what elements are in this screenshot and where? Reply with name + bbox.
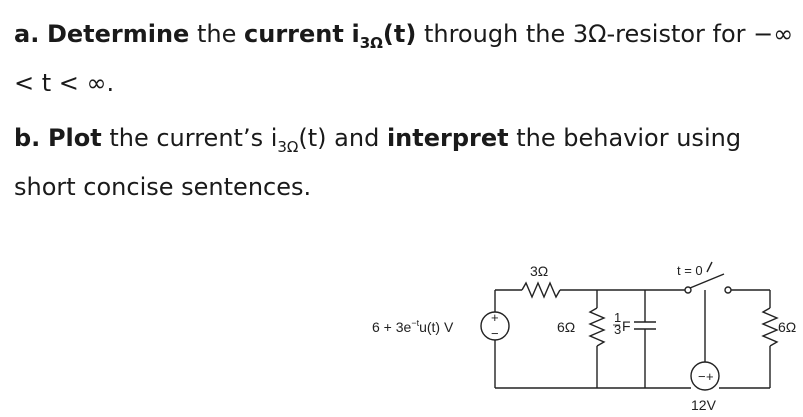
- qb-subscript: 3Ω: [277, 138, 299, 156]
- label-6ohm-a: 6Ω: [557, 319, 576, 335]
- label-switch: t = 0: [677, 263, 703, 278]
- qa-subscript: 3Ω: [359, 34, 383, 52]
- qa-t-arg: (t): [382, 20, 417, 48]
- qb-interpret: interpret: [386, 124, 509, 152]
- qa-text-1: the: [189, 20, 244, 48]
- label-source-exp: −t: [411, 318, 420, 328]
- label-6ohm-b: 6Ω: [778, 319, 797, 335]
- question-b: [14, 118, 774, 207]
- question-a: [14, 14, 794, 103]
- qa-rest: through the 3Ω-resistor for −∞ < t < ∞.: [14, 20, 794, 97]
- resistor-6ohm-b: [763, 308, 777, 346]
- circuit-diagram: [0, 250, 803, 417]
- label-12v: 12V: [691, 397, 716, 413]
- source-minus: −: [491, 326, 499, 341]
- qa-letter: a.: [14, 20, 40, 48]
- qa-current: current: [244, 20, 344, 48]
- qa-i: i: [351, 20, 360, 48]
- label-source: [372, 318, 454, 335]
- label-3ohm: 3Ω: [530, 263, 549, 279]
- qb-rest: the behavior using short concise sentences.: [14, 124, 742, 201]
- source-plus: +: [491, 310, 499, 325]
- cap-unit: F: [622, 318, 631, 334]
- label-source-end: u(t) V: [419, 319, 454, 335]
- v12-minus: −: [698, 369, 706, 384]
- switch-contact-right: [725, 287, 731, 293]
- switch-arrow: [707, 262, 712, 272]
- qa-verb: Determine: [46, 20, 190, 48]
- v12-plus: +: [706, 369, 714, 384]
- qb-plot: Plot: [47, 124, 102, 152]
- label-source-base: 6 + 3e: [372, 319, 412, 335]
- qb-letter: b.: [14, 124, 41, 152]
- cap-frac-num: 1: [614, 310, 622, 325]
- cap-frac-den: 3: [614, 322, 622, 337]
- qb-text-2: (t) and: [298, 124, 387, 152]
- resistor-3ohm: [522, 283, 560, 297]
- qb-text-1: the current’s i: [101, 124, 278, 152]
- resistor-6ohm-a: [590, 308, 604, 346]
